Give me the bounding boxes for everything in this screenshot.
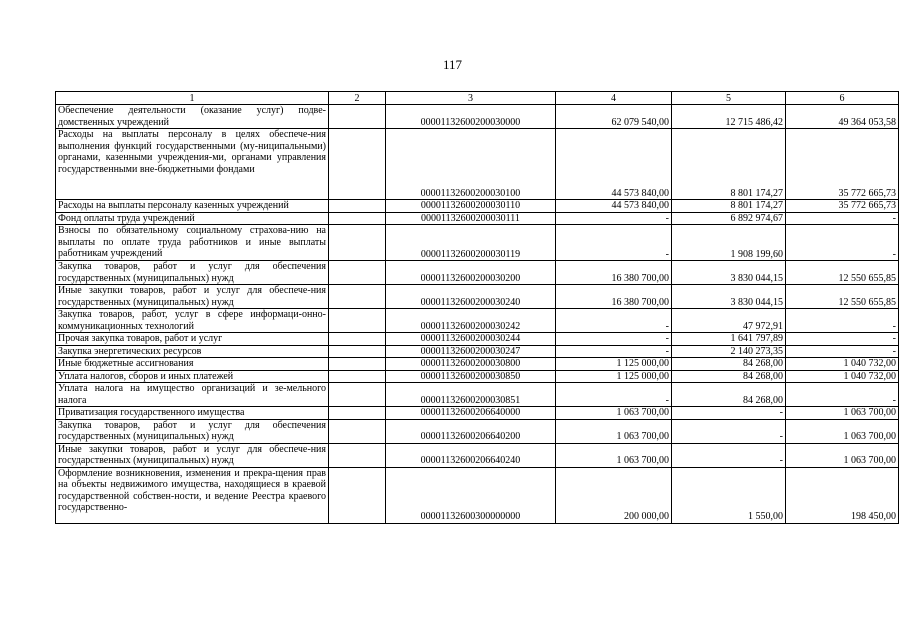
page-number: 117 <box>442 57 463 72</box>
row-col2-cell <box>329 200 386 213</box>
row-name-cell: Расходы на выплаты персоналу в целях обеспече-ния выполнения функций государственными (му-ниципальными) органами, казенными учреждения-ми, органами управления государственными вне-бюджетными фондами <box>56 129 329 200</box>
row-code-cell: 00001132600300000000 <box>386 467 556 523</box>
table-row <box>56 129 899 200</box>
row-col2-cell <box>329 261 386 285</box>
row-value-col4: 16 380 700,00 <box>556 261 672 285</box>
table-row <box>56 345 899 358</box>
row-value-col6: 198 450,00 <box>786 467 899 523</box>
table-row <box>56 443 899 467</box>
row-value-col6: 1 040 732,00 <box>786 370 899 383</box>
row-value-col5: 8 801 174,27 <box>672 200 786 213</box>
row-name-cell: Иные закупки товаров, работ и услуг для обеспече-ния государственных (муниципальных) нужд <box>56 443 329 467</box>
row-name-cell: Закупка товаров, работ и услуг для обеспечения государственных (муниципальных) нужд <box>56 419 329 443</box>
row-code-cell: 00001132600200030200 <box>386 261 556 285</box>
row-code-cell: 00001132600200030244 <box>386 333 556 346</box>
row-value-col4: 1 125 000,00 <box>556 370 672 383</box>
row-value-col6: 35 772 665,73 <box>786 129 899 200</box>
row-value-col6: - <box>786 383 899 407</box>
row-code-cell: 00001132600200030119 <box>386 225 556 261</box>
row-col2-cell <box>329 370 386 383</box>
row-value-col5: 6 892 974,67 <box>672 212 786 225</box>
row-name-cell: Обеспечение деятельности (оказание услуг) подве-домственных учреждений <box>56 105 329 129</box>
row-code-cell: 00001132600200030242 <box>386 309 556 333</box>
row-col2-cell <box>329 407 386 420</box>
row-col2-cell <box>329 309 386 333</box>
row-col2-cell <box>329 105 386 129</box>
table-header-row <box>56 92 899 105</box>
table-row <box>56 105 899 129</box>
row-value-col6: 1 063 700,00 <box>786 407 899 420</box>
row-value-col5: 1 908 199,60 <box>672 225 786 261</box>
row-value-col5: 84 268,00 <box>672 383 786 407</box>
row-code-cell: 00001132600200030000 <box>386 105 556 129</box>
row-value-col5: 84 268,00 <box>672 358 786 371</box>
row-value-col5: 1 550,00 <box>672 467 786 523</box>
row-col2-cell <box>329 419 386 443</box>
row-value-col4: - <box>556 333 672 346</box>
row-name-cell: Закупка товаров, работ, услуг в сфере информаци-онно-коммуникационных технологий <box>56 309 329 333</box>
row-value-col6: 1 063 700,00 <box>786 419 899 443</box>
column-header-3: 3 <box>386 92 556 105</box>
row-code-cell: 00001132600206640200 <box>386 419 556 443</box>
row-col2-cell <box>329 212 386 225</box>
row-col2-cell <box>329 467 386 523</box>
table-row <box>56 383 899 407</box>
row-code-cell: 00001132600200030110 <box>386 200 556 213</box>
row-value-col6: - <box>786 225 899 261</box>
row-name-cell: Иные бюджетные ассигнования <box>56 358 329 371</box>
row-value-col4: - <box>556 225 672 261</box>
table-body <box>56 105 899 524</box>
row-name-cell: Закупка энергетических ресурсов <box>56 345 329 358</box>
row-value-col6: 12 550 655,85 <box>786 285 899 309</box>
row-value-col5: 12 715 486,42 <box>672 105 786 129</box>
column-header-1: 1 <box>56 92 329 105</box>
row-name-cell: Приватизация государственного имущества <box>56 407 329 420</box>
column-header-4: 4 <box>556 92 672 105</box>
row-name-cell: Взносы по обязательному социальному страхова-нию на выплаты по оплате труда работников и иные выплаты работникам учреждений <box>56 225 329 261</box>
row-col2-cell <box>329 383 386 407</box>
table-row <box>56 407 899 420</box>
row-name-cell: Фонд оплаты труда учреждений <box>56 212 329 225</box>
row-value-col4: - <box>556 309 672 333</box>
row-name-cell: Иные закупки товаров, работ и услуг для обеспече-ния государственных (муниципальных) нужд <box>56 285 329 309</box>
row-value-col4: 1 063 700,00 <box>556 407 672 420</box>
row-value-col4: - <box>556 383 672 407</box>
row-value-col4: 44 573 840,00 <box>556 129 672 200</box>
row-col2-cell <box>329 333 386 346</box>
row-code-cell: 00001132600206640000 <box>386 407 556 420</box>
row-value-col4: 16 380 700,00 <box>556 285 672 309</box>
row-value-col5: 47 972,91 <box>672 309 786 333</box>
row-col2-cell <box>329 129 386 200</box>
row-col2-cell <box>329 225 386 261</box>
row-col2-cell <box>329 358 386 371</box>
row-value-col4: 200 000,00 <box>556 467 672 523</box>
table-row <box>56 200 899 213</box>
row-code-cell: 00001132600206640240 <box>386 443 556 467</box>
row-value-col5: 3 830 044,15 <box>672 285 786 309</box>
table-row <box>56 212 899 225</box>
row-name-cell: Закупка товаров, работ и услуг для обеспечения государственных (муниципальных) нужд <box>56 261 329 285</box>
table-row <box>56 467 899 523</box>
row-value-col5: - <box>672 407 786 420</box>
row-code-cell: 00001132600200030800 <box>386 358 556 371</box>
row-name-cell: Уплата налогов, сборов и иных платежей <box>56 370 329 383</box>
table-row <box>56 309 899 333</box>
row-value-col4: - <box>556 212 672 225</box>
row-col2-cell <box>329 443 386 467</box>
table-row <box>56 358 899 371</box>
row-value-col6: - <box>786 212 899 225</box>
table-row <box>56 419 899 443</box>
row-value-col6: 35 772 665,73 <box>786 200 899 213</box>
row-code-cell: 00001132600200030851 <box>386 383 556 407</box>
table-row <box>56 333 899 346</box>
table-row <box>56 261 899 285</box>
table-row <box>56 285 899 309</box>
row-code-cell: 00001132600200030240 <box>386 285 556 309</box>
row-value-col6: - <box>786 309 899 333</box>
row-value-col4: 1 125 000,00 <box>556 358 672 371</box>
row-name-cell: Уплата налога на имущество организаций и зе-мельного налога <box>56 383 329 407</box>
row-name-cell: Прочая закупка товаров, работ и услуг <box>56 333 329 346</box>
column-header-2: 2 <box>329 92 386 105</box>
column-header-5: 5 <box>672 92 786 105</box>
row-value-col5: 1 641 797,89 <box>672 333 786 346</box>
table-row <box>56 225 899 261</box>
row-code-cell: 00001132600200030111 <box>386 212 556 225</box>
row-value-col4: 62 079 540,00 <box>556 105 672 129</box>
row-value-col4: - <box>556 345 672 358</box>
row-value-col4: 1 063 700,00 <box>556 443 672 467</box>
row-value-col5: 84 268,00 <box>672 370 786 383</box>
row-value-col5: - <box>672 443 786 467</box>
row-value-col4: 1 063 700,00 <box>556 419 672 443</box>
row-value-col6: 12 550 655,85 <box>786 261 899 285</box>
row-value-col5: - <box>672 419 786 443</box>
row-code-cell: 00001132600200030247 <box>386 345 556 358</box>
budget-table <box>55 91 899 524</box>
row-name-cell: Расходы на выплаты персоналу казенных учреждений <box>56 200 329 213</box>
row-code-cell: 00001132600200030100 <box>386 129 556 200</box>
row-value-col5: 8 801 174,27 <box>672 129 786 200</box>
row-col2-cell <box>329 345 386 358</box>
row-name-cell: Оформление возникновения, изменения и прекра-щения прав на объекты недвижимого имущества, находящиеся в краевой государственной собствен-ности, и ведение Реестра краевого государственно- <box>56 467 329 523</box>
row-value-col6: - <box>786 345 899 358</box>
row-value-col6: 1 040 732,00 <box>786 358 899 371</box>
row-value-col4: 44 573 840,00 <box>556 200 672 213</box>
table-row <box>56 370 899 383</box>
column-header-6: 6 <box>786 92 899 105</box>
row-value-col6: - <box>786 333 899 346</box>
row-value-col5: 3 830 044,15 <box>672 261 786 285</box>
row-value-col6: 49 364 053,58 <box>786 105 899 129</box>
row-code-cell: 00001132600200030850 <box>386 370 556 383</box>
row-value-col6: 1 063 700,00 <box>786 443 899 467</box>
row-value-col5: 2 140 273,35 <box>672 345 786 358</box>
row-col2-cell <box>329 285 386 309</box>
